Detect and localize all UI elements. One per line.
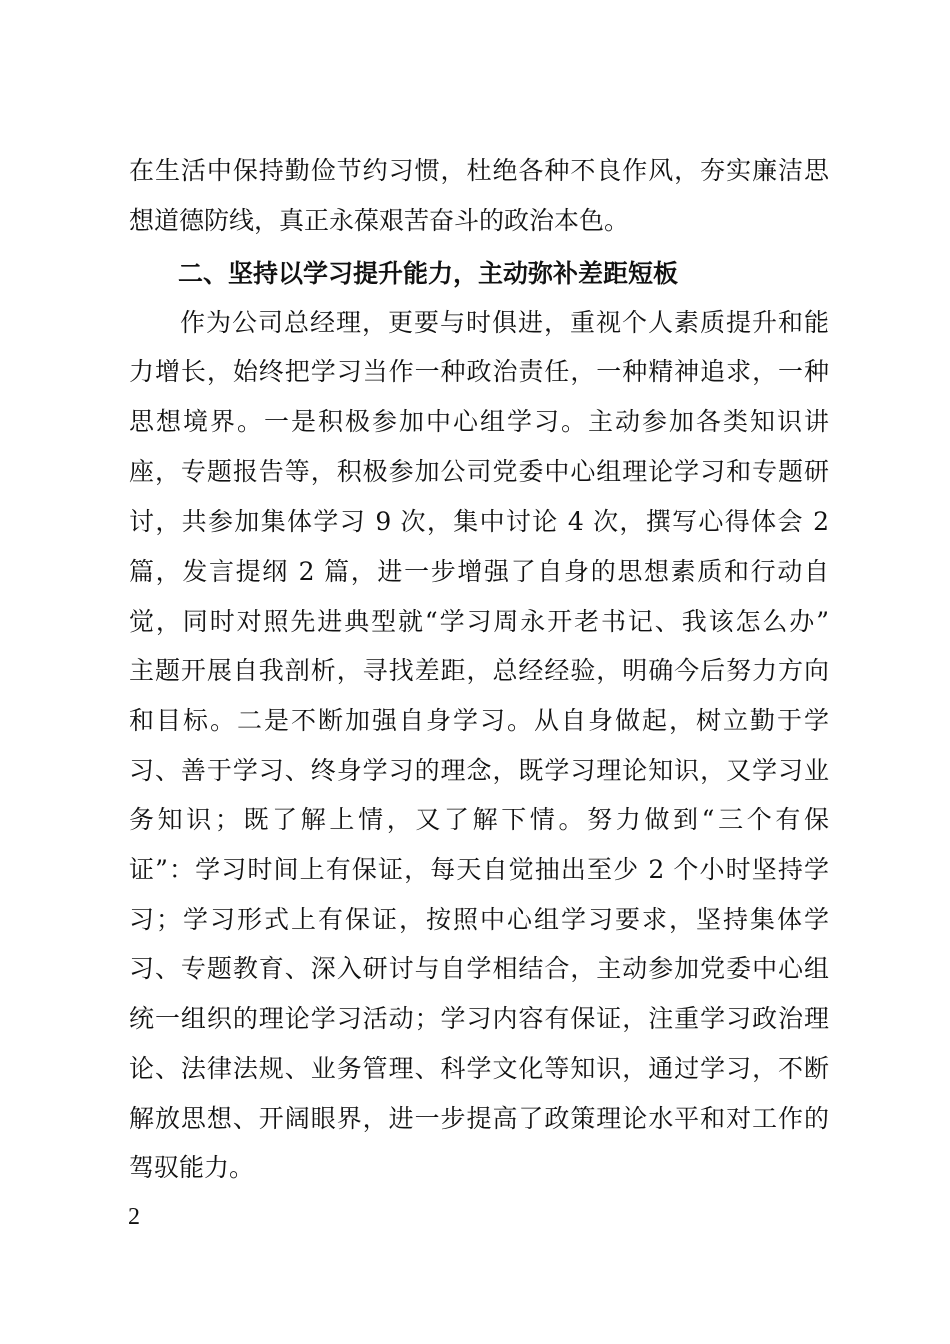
body-text-line: 证”：学习时间上有保证，每天自觉抽出至少 2 个小时坚持学 <box>129 855 829 884</box>
body-text-line: 讨，共参加集体学习 9 次，集中讨论 4 次，撰写心得体会 2 <box>129 507 829 536</box>
paragraph-first-line: 作为公司总经理，更要与时俱进，重视个人素质提升和能 <box>180 308 829 337</box>
body-text-line: 篇，发言提纲 2 篇，进一步增强了自身的思想素质和行动自 <box>129 557 829 586</box>
body-text-line: 论、法律法规、业务管理、科学文化等知识，通过学习，不断 <box>129 1054 829 1083</box>
body-text-line: 解放思想、开阔眼界，进一步提高了政策理论水平和对工作的 <box>129 1104 829 1133</box>
body-text-line: 统一组织的理论学习活动；学习内容有保证，注重学习政治理 <box>129 1004 829 1033</box>
body-text-line: 和目标。二是不断加强自身学习。从自身做起，树立勤于学 <box>129 706 829 735</box>
body-text-line: 主题开展自我剖析，寻找差距，总经经验，明确今后努力方向 <box>129 656 829 685</box>
body-text-line: 习、善于学习、终身学习的理念，既学习理论知识，又学习业 <box>129 756 829 785</box>
body-text-line: 觉，同时对照先进典型就“学习周永开老书记、我该怎么办” <box>129 607 829 636</box>
body-text-line: 务知识；既了解上情，又了解下情。努力做到“三个有保 <box>129 805 829 834</box>
body-text-line: 驾驭能力。 <box>129 1153 255 1182</box>
body-text-line: 习、专题教育、深入研讨与自学相结合，主动参加党委中心组 <box>129 954 829 983</box>
section-heading: 二、坚持以学习提升能力，主动弥补差距短板 <box>178 259 679 288</box>
body-text-line: 在生活中保持勤俭节约习惯，杜绝各种不良作风，夯实廉洁思 <box>129 156 829 185</box>
body-text-line: 想道德防线，真正永葆艰苦奋斗的政治本色。 <box>129 206 630 235</box>
body-text-line: 习；学习形式上有保证，按照中心组学习要求，坚持集体学 <box>129 905 829 934</box>
body-text-line: 思想境界。一是积极参加中心组学习。主动参加各类知识讲 <box>129 407 829 436</box>
page-number: 2 <box>128 1204 140 1230</box>
body-text-line: 力增长，始终把学习当作一种政治责任，一种精神追求，一种 <box>129 357 829 386</box>
body-text-line: 座，专题报告等，积极参加公司党委中心组理论学习和专题研 <box>129 457 829 486</box>
